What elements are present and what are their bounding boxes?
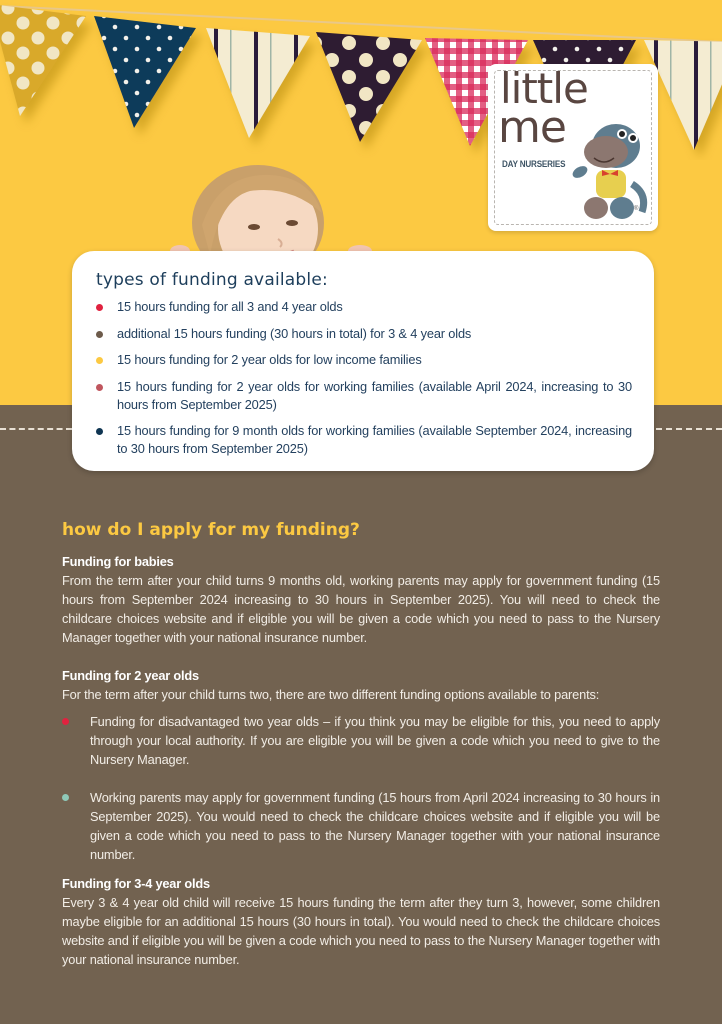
- two-year-section: [62, 666, 660, 704]
- registered-mark: ®: [634, 206, 639, 212]
- funding-types-list: [96, 298, 632, 467]
- two-year-intro: For the term after your child turns two, there are two different funding options available to parents:: [62, 687, 600, 702]
- bullet-icon: [96, 428, 103, 435]
- list-item: [96, 378, 632, 414]
- flag-navy-dots: [94, 16, 196, 128]
- flag-stripes: [206, 28, 310, 138]
- list-item-text: 15 hours funding for 2 year olds for working families (available April 2024, increasing to 30 hours from September 2025): [117, 378, 632, 412]
- flag-plum-dots: [316, 32, 422, 142]
- list-item: [96, 325, 632, 343]
- bullet-icon: [96, 331, 103, 338]
- list-item: [96, 422, 632, 458]
- flag-gold-dots: [0, 4, 86, 116]
- funding-types-card: [72, 251, 654, 471]
- three-four-section: [62, 874, 660, 969]
- bullet-icon: [62, 718, 69, 725]
- list-item-text: 15 hours funding for 9 month olds for working families (available September 2024, increasing to 30 hours from September 2025): [117, 423, 632, 456]
- list-item-text: Working parents may apply for government funding (15 hours from April 2024 increasing to 30 hours in September 2025). You would need to check the childcare choices website and if eligible you will be given a code which you need to pass to the Nursery Manager together with your national insurance number.: [90, 790, 660, 862]
- bullet-icon: [96, 304, 103, 311]
- babies-body: From the term after your child turns 9 months old, working parents may apply for government funding (15 hours from September 2024 increasing to 30 hours in September 2025). You will need to check the childcare choices website and if eligible you will be given a code which you need to pass to the Nursery Manager together with your national insurance number.: [62, 573, 660, 645]
- list-item-text: Funding for disadvantaged two year olds – if you think you may be eligible for this, you need to apply through your local authority. If you are eligible you will be given a code which you need to give to the Nursery Manager.: [90, 714, 660, 767]
- bullet-icon: [62, 794, 69, 801]
- dashed-divider-left: [0, 428, 72, 430]
- list-item: [96, 351, 632, 369]
- list-item: [62, 712, 660, 769]
- two-year-options-list: [62, 712, 660, 864]
- list-item-text: additional 15 hours funding (30 hours in total) for 3 & 4 year olds: [117, 325, 472, 341]
- bullet-icon: [96, 384, 103, 391]
- logo-word-little: little: [500, 64, 588, 113]
- logo-subtitle: DAY NURSERIES: [502, 159, 566, 170]
- bullet-icon: [96, 357, 103, 364]
- brand-logo: [488, 64, 658, 231]
- list-item-text: 15 hours funding for all 3 and 4 year olds: [117, 299, 343, 314]
- babies-heading: Funding for babies: [62, 554, 174, 569]
- three-four-body: Every 3 & 4 year old child will receive 15 hours funding the term after they turn 3, however, some children maybe eligible for an additional 15 hours (30 hours in total). You would need to check the childcare choices website and if eligible you will be given a code which you need to pass to the Nursery Manager together with your national insurance number.: [62, 895, 660, 967]
- two-year-heading: Funding for 2 year olds: [62, 668, 199, 683]
- babies-section: [62, 552, 660, 647]
- three-four-heading: Funding for 3-4 year olds: [62, 876, 210, 891]
- list-item-text: 15 hours funding for 2 year olds for low income families: [117, 352, 422, 367]
- dashed-divider-right: [656, 428, 722, 430]
- list-item: [62, 788, 660, 864]
- child-photo: [150, 165, 410, 260]
- funding-types-title: types of funding available:: [96, 270, 328, 290]
- logo-word-me: me: [498, 102, 566, 153]
- apply-section-title: how do I apply for my funding?: [62, 520, 360, 540]
- list-item: [96, 298, 632, 316]
